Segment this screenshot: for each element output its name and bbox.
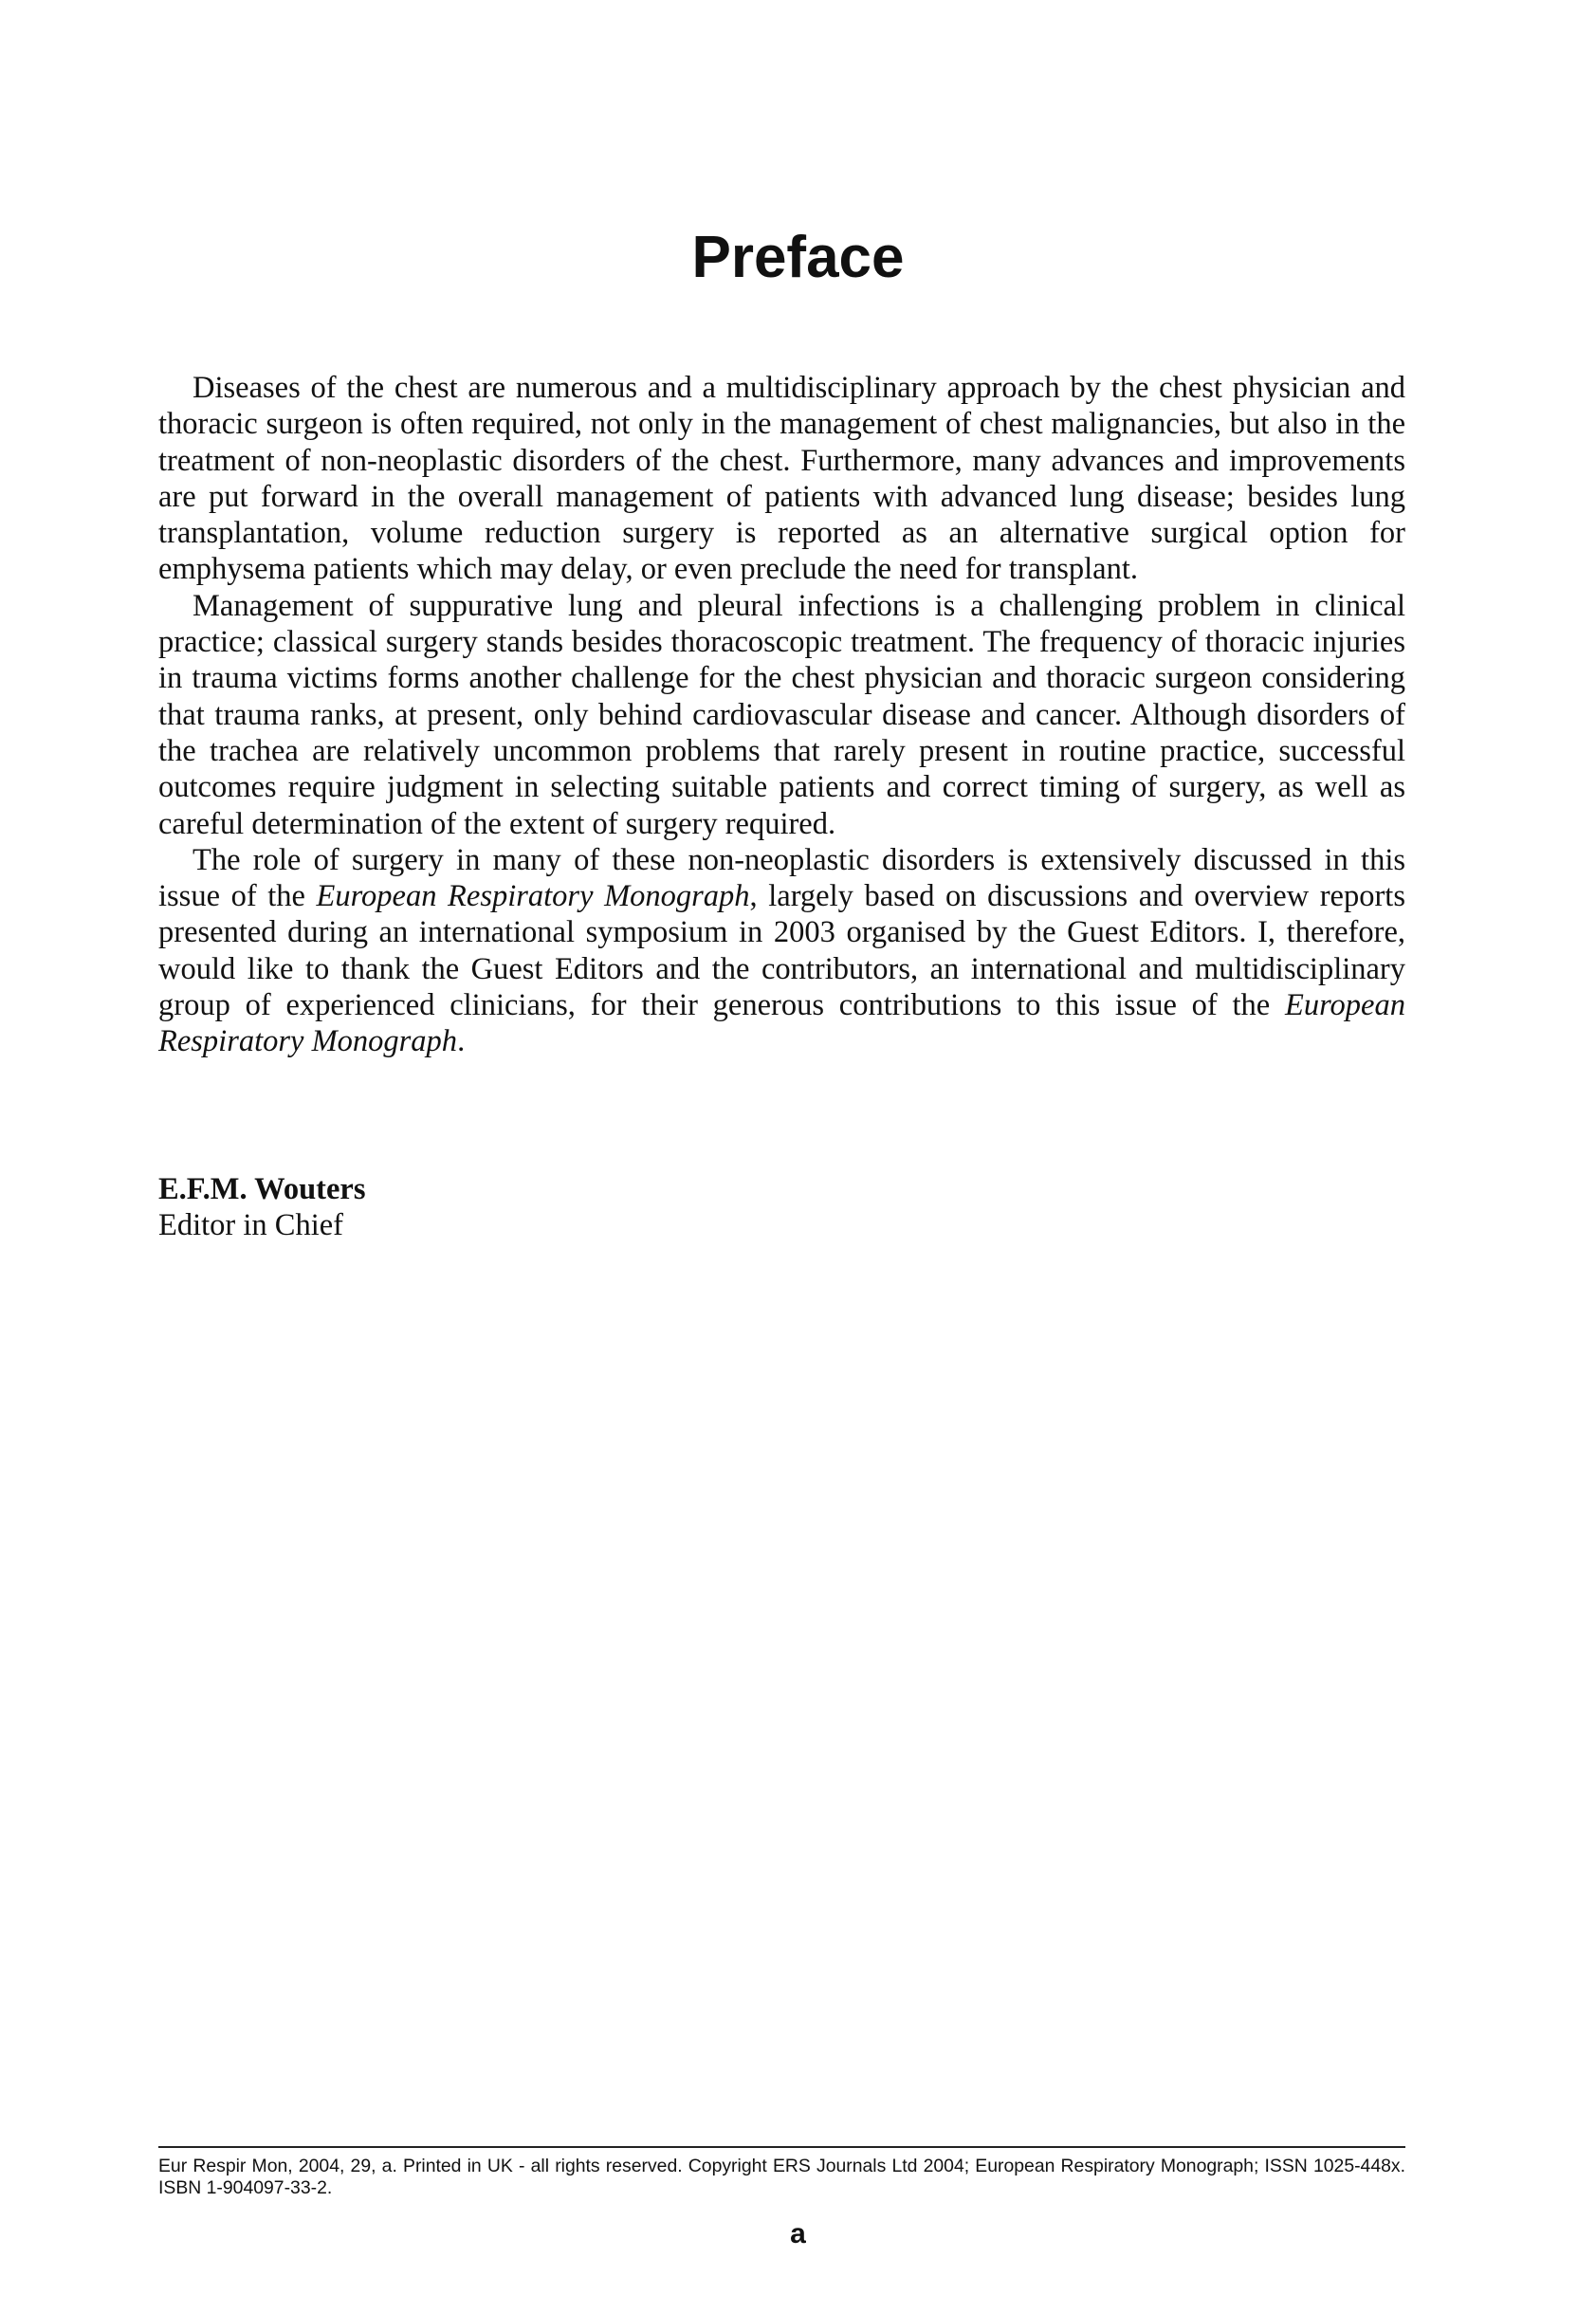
paragraph-text: Diseases of the chest are numerous and a multidisciplinary approach by the chest physician and thoracic surgeon is often required, not only in the management of chest malignancies, but also in the treatment of non-neoplastic disorders of the chest. Furthermore, many advances and improvements are put forward in the overall management of patients with advanced lung disease; besides lung transplantation, volume reduction surgery is reported as an alternative surgical option for emphysema patients which may delay, or even preclude the need for transplant. bbox=[158, 371, 1405, 587]
body-paragraph bbox=[158, 842, 1405, 1060]
paragraph-text: . bbox=[457, 1024, 466, 1059]
body-paragraph bbox=[158, 588, 1405, 842]
paragraph-text: Management of suppurative lung and pleural infections is a challenging problem in clinical practice; classical surgery stands besides thoracoscopic treatment. The frequency of thoracic injuries in trauma victims forms another challenge for the chest physician and thoracic surgeon considering that trauma ranks, at present, only behind cardiovascular disease and cancer. Although disorders of the trachea are relatively uncommon problems that rarely present in routine practice, successful outcomes require judgment in selecting suitable patients and correct timing of surgery, as well as careful determination of the extent of surgery required. bbox=[158, 588, 1405, 841]
preface-body bbox=[158, 370, 1405, 1060]
paragraph-text: , largely based on discussions and overview reports presented during an international symposium in 2003 organised by the Guest Editors. I, therefore, would like to thank the Guest Editors and the contributors, an international and multidisciplinary group of experienced clinicians, for their generous contributions to this issue of the bbox=[158, 879, 1405, 1023]
footer-divider bbox=[158, 2146, 1405, 2148]
page-title: Preface bbox=[691, 225, 905, 290]
page-number: a bbox=[790, 2218, 806, 2249]
body-paragraph bbox=[158, 370, 1405, 588]
paragraph-text: The role of surgery in many of these non-neoplastic disorders is extensively discussed in this issue of the bbox=[158, 842, 1405, 914]
signature-block bbox=[158, 1171, 366, 1244]
journal-title-italic: European Respiratory Monograph bbox=[158, 988, 1405, 1059]
author-name: E.F.M. Wouters bbox=[158, 1172, 366, 1206]
journal-title-italic: European Respiratory Monograph bbox=[316, 879, 750, 914]
footer-citation: Eur Respir Mon, 2004, 29, a. Printed in UK - all rights reserved. Copyright ERS Journals Ltd 2004; European Respiratory Monograph; ISSN 1025-448x. ISBN 1-904097-33-2. bbox=[158, 2156, 1405, 2198]
author-role: Editor in Chief bbox=[158, 1208, 343, 1243]
